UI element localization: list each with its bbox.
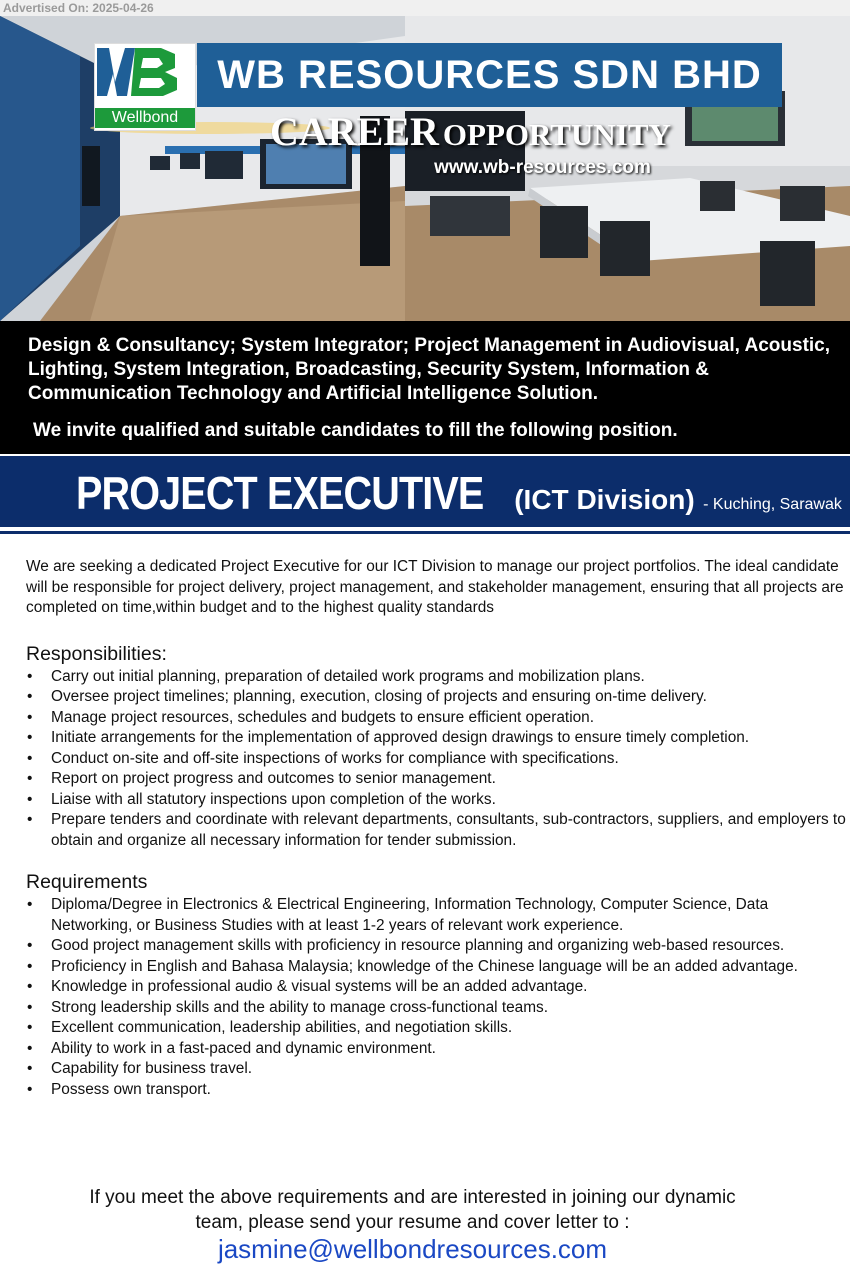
position-band <box>0 456 850 530</box>
requirements-list <box>26 895 848 1100</box>
list-item: • Knowledge in professional audio & visual systems will be an added advantage. <box>27 978 588 995</box>
list-item: • Excellent communication, leadership abilities, and negotiation skills. <box>27 1019 513 1036</box>
position-heading <box>76 466 842 520</box>
closing-line-2: team, please send your resume and cover letter to : <box>195 1212 630 1233</box>
career-opportunity-title <box>270 108 670 155</box>
position-title: PROJECT EXECUTIVE <box>76 467 484 519</box>
requirements-heading: Requirements <box>26 871 148 893</box>
company-band <box>197 43 782 107</box>
website-link[interactable]: www.wb-resources.com <box>434 157 651 178</box>
list-item: • Good project management skills with proficiency in resource planning and organizing web-based resources. <box>27 937 785 954</box>
list-item: • Carry out initial planning, preparation of detailed work programs and mobilization plans. <box>27 667 645 685</box>
divider <box>0 531 850 534</box>
logo-wordmark: Wellbond <box>95 108 195 128</box>
list-item: • Strong leadership skills and the ability to manage cross-functional teams. <box>27 998 549 1016</box>
invite-text: We invite qualified and suitable candidates to fill the following position. <box>33 420 678 441</box>
list-item: • Manage project resources, schedules and budgets to ensure efficient operation. <box>27 708 595 726</box>
responsibilities-heading: Responsibilities: <box>26 642 167 665</box>
closing-text <box>0 1185 825 1235</box>
list-item: • Diploma/Degree in Electronics & Electrical Engineering, Information Technology, Computer Science, Data Networking, or Business Studies with at least 1-2 years of relevant work experience. <box>27 896 769 934</box>
closing-line-1: If you meet the above requirements and are interested in joining our dynamic <box>89 1187 736 1208</box>
opportunity-word: OPPORTUNITY <box>442 117 671 152</box>
list-item: • Initiate arrangements for the implementation of approved design drawings to ensure timely completion. <box>27 729 750 746</box>
list-item: • Oversee project timelines; planning, execution, closing of projects and ensuring on-time delivery. <box>27 688 707 705</box>
list-item: • Prepare tenders and coordinate with relevant departments, consultants, sub-contractors, suppliers, and employers to obtain and organize all necessary information for tender submission. <box>27 811 846 849</box>
company-services: Design & Consultancy; System Integrator; Project Management in Audiovisual, Acoustic, Lighting, System Integration, Broadcasting, Security System, Information & Communication Technology and Artificial Intelligence Solution. <box>28 335 831 404</box>
contact-email[interactable]: jasmine@wellbondresources.com <box>217 1234 608 1264</box>
position-location: - Kuching, Sarawak <box>703 496 842 513</box>
career-word: CAREER <box>270 109 439 154</box>
hero-banner <box>0 16 850 321</box>
list-item: • Conduct on-site and off-site inspections of works for compliance with specifications. <box>27 749 619 767</box>
list-item: • Ability to work in a fast-paced and dynamic environment. <box>27 1039 436 1057</box>
list-item: • Proficiency in English and Bahasa Malaysia; knowledge of the Chinese language will be an added advantage. <box>27 957 798 975</box>
list-item: • Report on project progress and outcomes to senior management. <box>27 770 496 787</box>
advertised-date: Advertised On: 2025-04-26 <box>3 1 154 15</box>
wb-logo-icon <box>95 44 183 100</box>
wellbond-logo <box>94 43 196 131</box>
list-item: • Capability for business travel. <box>27 1060 253 1077</box>
advertised-bar <box>0 0 850 16</box>
company-name: WB RESOURCES SDN BHD <box>217 53 762 97</box>
list-item: • Liaise with all statutory inspections upon completion of the works. <box>27 790 496 808</box>
job-description <box>26 557 848 1100</box>
job-summary: We are seeking a dedicated Project Executive for our ICT Division to manage our project portfolios. The ideal candidate will be responsible for project delivery, project management, and stakeholder management, ensuring that all projects are completed on time,within budget and to the highest quality standards <box>26 558 844 616</box>
responsibilities-list <box>26 667 848 852</box>
position-division: (ICT Division) <box>514 484 695 515</box>
intro-panel <box>0 321 850 454</box>
list-item: • Possess own transport. <box>27 1080 211 1098</box>
